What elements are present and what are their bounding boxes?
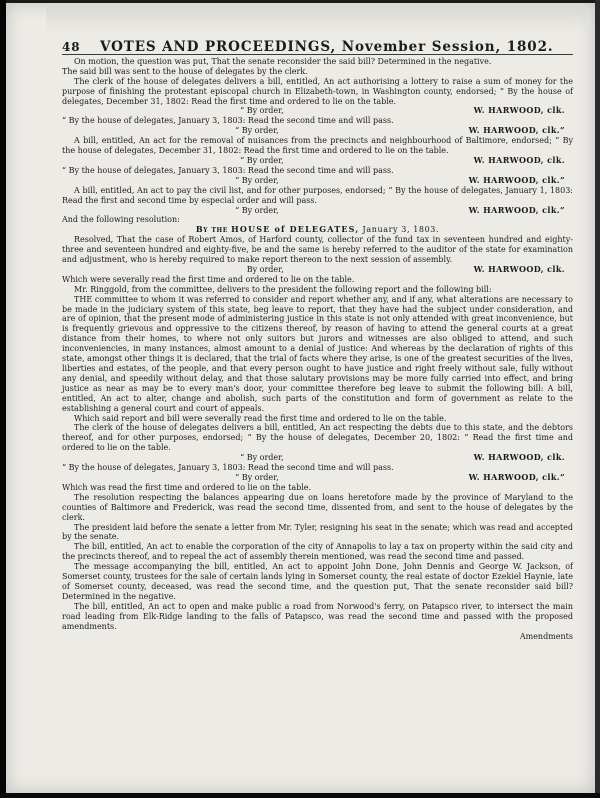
signature-row	[62, 206, 573, 216]
paragraph: “ By the house of delegates, January 3, 1803: Read the second time and will pass.	[62, 165, 394, 175]
page-content	[62, 39, 573, 642]
clerk-signature: W. HARWOOD, clk.	[473, 105, 565, 116]
house-heading	[62, 225, 573, 235]
catchword: Amendments	[519, 632, 573, 642]
house-heading-name: HOUSE of DELEGATES,	[231, 224, 360, 235]
signature-row	[62, 156, 573, 166]
signature-row	[62, 453, 573, 463]
paragraph: Mr. Ringgold, from the committee, delivers to the president the following report and the following bill:	[74, 284, 492, 294]
by-order: “ By order,	[240, 106, 284, 116]
signature-row	[62, 126, 573, 136]
paragraph: The clerk of the house of delegates delivers a bill, entitled, An act authorising a lottery to raise a sum of money for the purpose of finishing the protestant episcopal church in Elizabeth-town, in Washington county, endorsed; “ By the house of delegates, December 31, 1802: Read the first time and ordered to lie on the table.	[62, 76, 573, 106]
paragraph: “ By the house of delegates, January 3, 1803: Read the second time and will pass.	[62, 116, 394, 126]
paragraph: A bill, entitled, An act to pay the civil list, and for other purposes, endorsed; “ By the house of delegates, January 1, 1803: Read the first and second time by especial order and will pass.	[62, 185, 573, 205]
signature-row	[62, 176, 573, 186]
signature-row	[62, 106, 573, 116]
by-order: “ By order,	[240, 453, 284, 463]
paragraph: The bill, entitled, An act to open and make public a road from Norwood's ferry, on Patapsco river, to intersect the main road leading from Elk-Ridge landing to the falls of Patapsco, was read the second time and passed with the proposed amendments.	[62, 601, 573, 631]
paragraph: THE committee to whom it was referred to consider and report whether any, and if any, what alterations are necessary to be made in the judiciary system of this state, beg leave to report, that they have had the subject under consideration, and are of opinion, that the present mode of administering justice in this state is not only attended with great inconvenience, but is frequently grievous and oppressive to the citizens thereof, by reason of having to attend the general courts at a great distance from their homes, to where not only suitors but jurors and witnesses are also obliged to attend, and such inconveniencies, in many instances, almost amount to a denial of justice: And whereas by the declaration of rights of this state, amongst other things it is declared, that the trial of facts where they arise, is one of the greatest securities of the lives, liberties and estates, of the people, and that every person ought to have justice and right freely without sale, fully without any denial, and speedily without delay, and that those salutary provisions may be more fully carried into effect, and bring justice as near as may be to every man's door, your committee therefore beg leave to submit the following bill: A bill, entitled, An act to alter, change and abolish, such parts of the constitution and form of government as relate to the establishing a general court and court of appeals.	[62, 294, 573, 413]
paragraph: The said bill was sent to the house of delegates by the clerk.	[62, 66, 308, 76]
paragraph: The clerk of the house of delegates delivers a bill, entitled, An act respecting the debts due to this state, and the debtors thereof, and for other purposes, endorsed; “ By the house of delegates, December 20, 1802: “ Read the first time and ordered to lie on the table.	[62, 423, 573, 453]
house-heading-date: January 3, 1803.	[362, 225, 440, 235]
clerk-signature: W. HARWOOD, clk.”	[468, 125, 565, 136]
paragraph: The bill, entitled, An act to enable the corporation of the city of Annapolis to lay a tax on property within the said city and the precincts thereof, and to repeal the act of assembly therein mentioned, was read the second time and passed.	[62, 542, 573, 562]
paragraph: And the following resolution:	[62, 215, 180, 225]
by-order: By order,	[246, 264, 284, 274]
document-page	[6, 3, 595, 793]
by-order: “ By order,	[235, 126, 279, 136]
paragraph: The message accompanying the bill, entitled, An act to appoint John Done, John Dennis and George W. Jackson, of Somerset county, trustees for the sale of certain lands lying in Somerset county, the real estate of doctor Ezekiel Haynie, late of Somerset county, deceased, was read the second time, and the question put, That the senate reconsider said bill? Determined in the negative.	[62, 562, 573, 601]
scan-edge-bottom	[0, 793, 600, 798]
clerk-signature: W. HARWOOD, clk.”	[468, 471, 565, 482]
clerk-signature: W. HARWOOD, clk.”	[468, 174, 565, 185]
paragraph: Which were severally read the first time and ordered to lie on the table.	[62, 274, 355, 284]
by-order: “ By order,	[235, 205, 279, 215]
by-order: “ By order,	[235, 175, 279, 185]
signature-row	[62, 265, 573, 275]
clerk-signature: W. HARWOOD, clk.	[473, 452, 565, 463]
by-order: “ By order,	[240, 155, 284, 165]
paragraph: The president laid before the senate a letter from Mr. Tyler, resigning his seat in the senate; which was read and accepted by the senate.	[62, 522, 573, 542]
paragraph: Resolved, That the case of Robert Amos, of Harford county, collector of the fund tax in seventeen hundred and eighty-three and seventeen hundred and eighty-five, be and the same is hereby referred to the auditor of the state for examination and adjustment, who is hereby required to make report thereon to the next session of assembly.	[62, 235, 573, 265]
by-order: “ By order,	[235, 472, 279, 482]
paragraph: A bill, entitled, An act for the removal of nuisances from the precincts and neighbourhood of Baltimore, endorsed; “ By the house of delegates, December 31, 1802: Read the first time and ordered to lie on the table.	[62, 136, 573, 156]
paragraph: On motion, the question was put, That the senate reconsider the said bill? Determined in the negative.	[74, 56, 492, 66]
clerk-signature: W. HARWOOD, clk.	[473, 154, 565, 165]
page-shading	[46, 3, 586, 33]
clerk-signature: W. HARWOOD, clk.	[473, 263, 565, 274]
running-header	[62, 39, 573, 55]
signature-row	[62, 473, 573, 483]
paragraph: The resolution respecting the balances appearing due on loans heretofore made by the province of Maryland to the counties of Baltimore and Frederick, was read the second time, dissented from, and sent to the house of delegates by the clerk.	[62, 492, 573, 522]
house-heading-prefix: By the	[195, 224, 228, 235]
page-number: 48	[62, 40, 81, 54]
scan-edge-right	[595, 0, 600, 798]
paragraph: Which was read the first time and ordered to lie on the table.	[62, 482, 312, 492]
paragraph: “ By the house of delegates, January 3, 1803: Read the second time and will pass.	[62, 463, 394, 473]
paragraph: Which said report and bill were severally read the first time and ordered to lie on the table.	[74, 413, 447, 423]
page-title: VOTES AND PROCEEDINGS, November Session, 1802.	[100, 39, 554, 55]
clerk-signature: W. HARWOOD, clk.”	[468, 204, 565, 215]
